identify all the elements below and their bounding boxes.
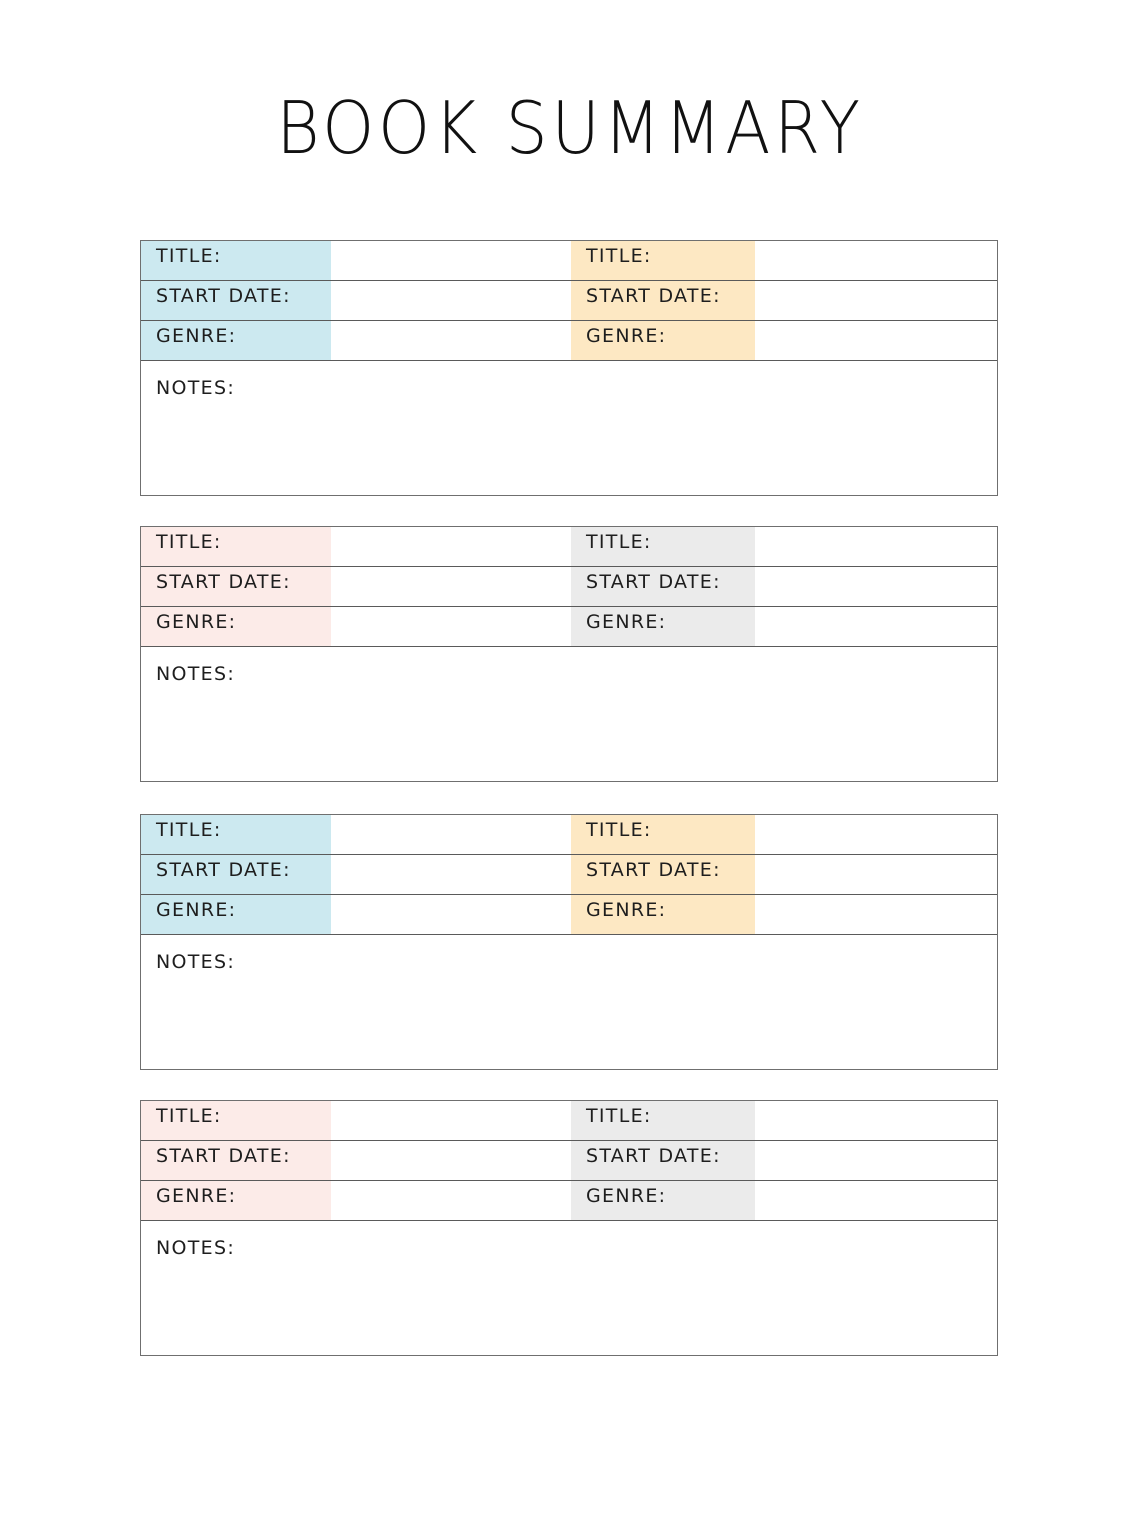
start-date-row bbox=[141, 855, 997, 895]
genre-label-right: GENRE: bbox=[571, 1181, 755, 1220]
notes-label: NOTES: bbox=[156, 951, 236, 973]
start-date-label-left: START DATE: bbox=[141, 855, 331, 894]
notes-label: NOTES: bbox=[156, 1237, 236, 1259]
start-date-label-right: START DATE: bbox=[571, 855, 755, 894]
title-label-right: TITLE: bbox=[571, 241, 755, 280]
genre-label-left: GENRE: bbox=[141, 1181, 331, 1220]
start-date-label-right: START DATE: bbox=[571, 1141, 755, 1180]
notes-label: NOTES: bbox=[156, 663, 236, 685]
start-date-row bbox=[141, 281, 997, 321]
genre-label-left: GENRE: bbox=[141, 607, 331, 646]
genre-row bbox=[141, 607, 997, 647]
start-date-label-left: START DATE: bbox=[141, 567, 331, 606]
title-label-right: TITLE: bbox=[571, 1101, 755, 1140]
start-date-row bbox=[141, 567, 997, 607]
genre-label-right: GENRE: bbox=[571, 895, 755, 934]
genre-label-right: GENRE: bbox=[571, 321, 755, 360]
genre-row bbox=[141, 1181, 997, 1221]
start-date-label-left: START DATE: bbox=[141, 1141, 331, 1180]
title-label-left: TITLE: bbox=[141, 815, 331, 854]
title-label-right: TITLE: bbox=[571, 527, 755, 566]
genre-row bbox=[141, 895, 997, 935]
start-date-label-left: START DATE: bbox=[141, 281, 331, 320]
book-summary-card bbox=[140, 814, 998, 1070]
genre-row bbox=[141, 321, 997, 361]
title-row bbox=[141, 241, 997, 281]
start-date-label-right: START DATE: bbox=[571, 281, 755, 320]
book-summary-card bbox=[140, 526, 998, 782]
book-summary-card bbox=[140, 1100, 998, 1356]
genre-label-left: GENRE: bbox=[141, 321, 331, 360]
start-date-row bbox=[141, 1141, 997, 1181]
title-label-left: TITLE: bbox=[141, 241, 331, 280]
title-label-left: TITLE: bbox=[141, 527, 331, 566]
notes-label: NOTES: bbox=[156, 377, 236, 399]
title-row bbox=[141, 527, 997, 567]
title-row bbox=[141, 815, 997, 855]
page-title: BOOK SUMMARY bbox=[276, 86, 864, 170]
start-date-label-right: START DATE: bbox=[571, 567, 755, 606]
title-label-right: TITLE: bbox=[571, 815, 755, 854]
book-summary-card bbox=[140, 240, 998, 496]
title-row bbox=[141, 1101, 997, 1141]
genre-label-right: GENRE: bbox=[571, 607, 755, 646]
genre-label-left: GENRE: bbox=[141, 895, 331, 934]
title-label-left: TITLE: bbox=[141, 1101, 331, 1140]
